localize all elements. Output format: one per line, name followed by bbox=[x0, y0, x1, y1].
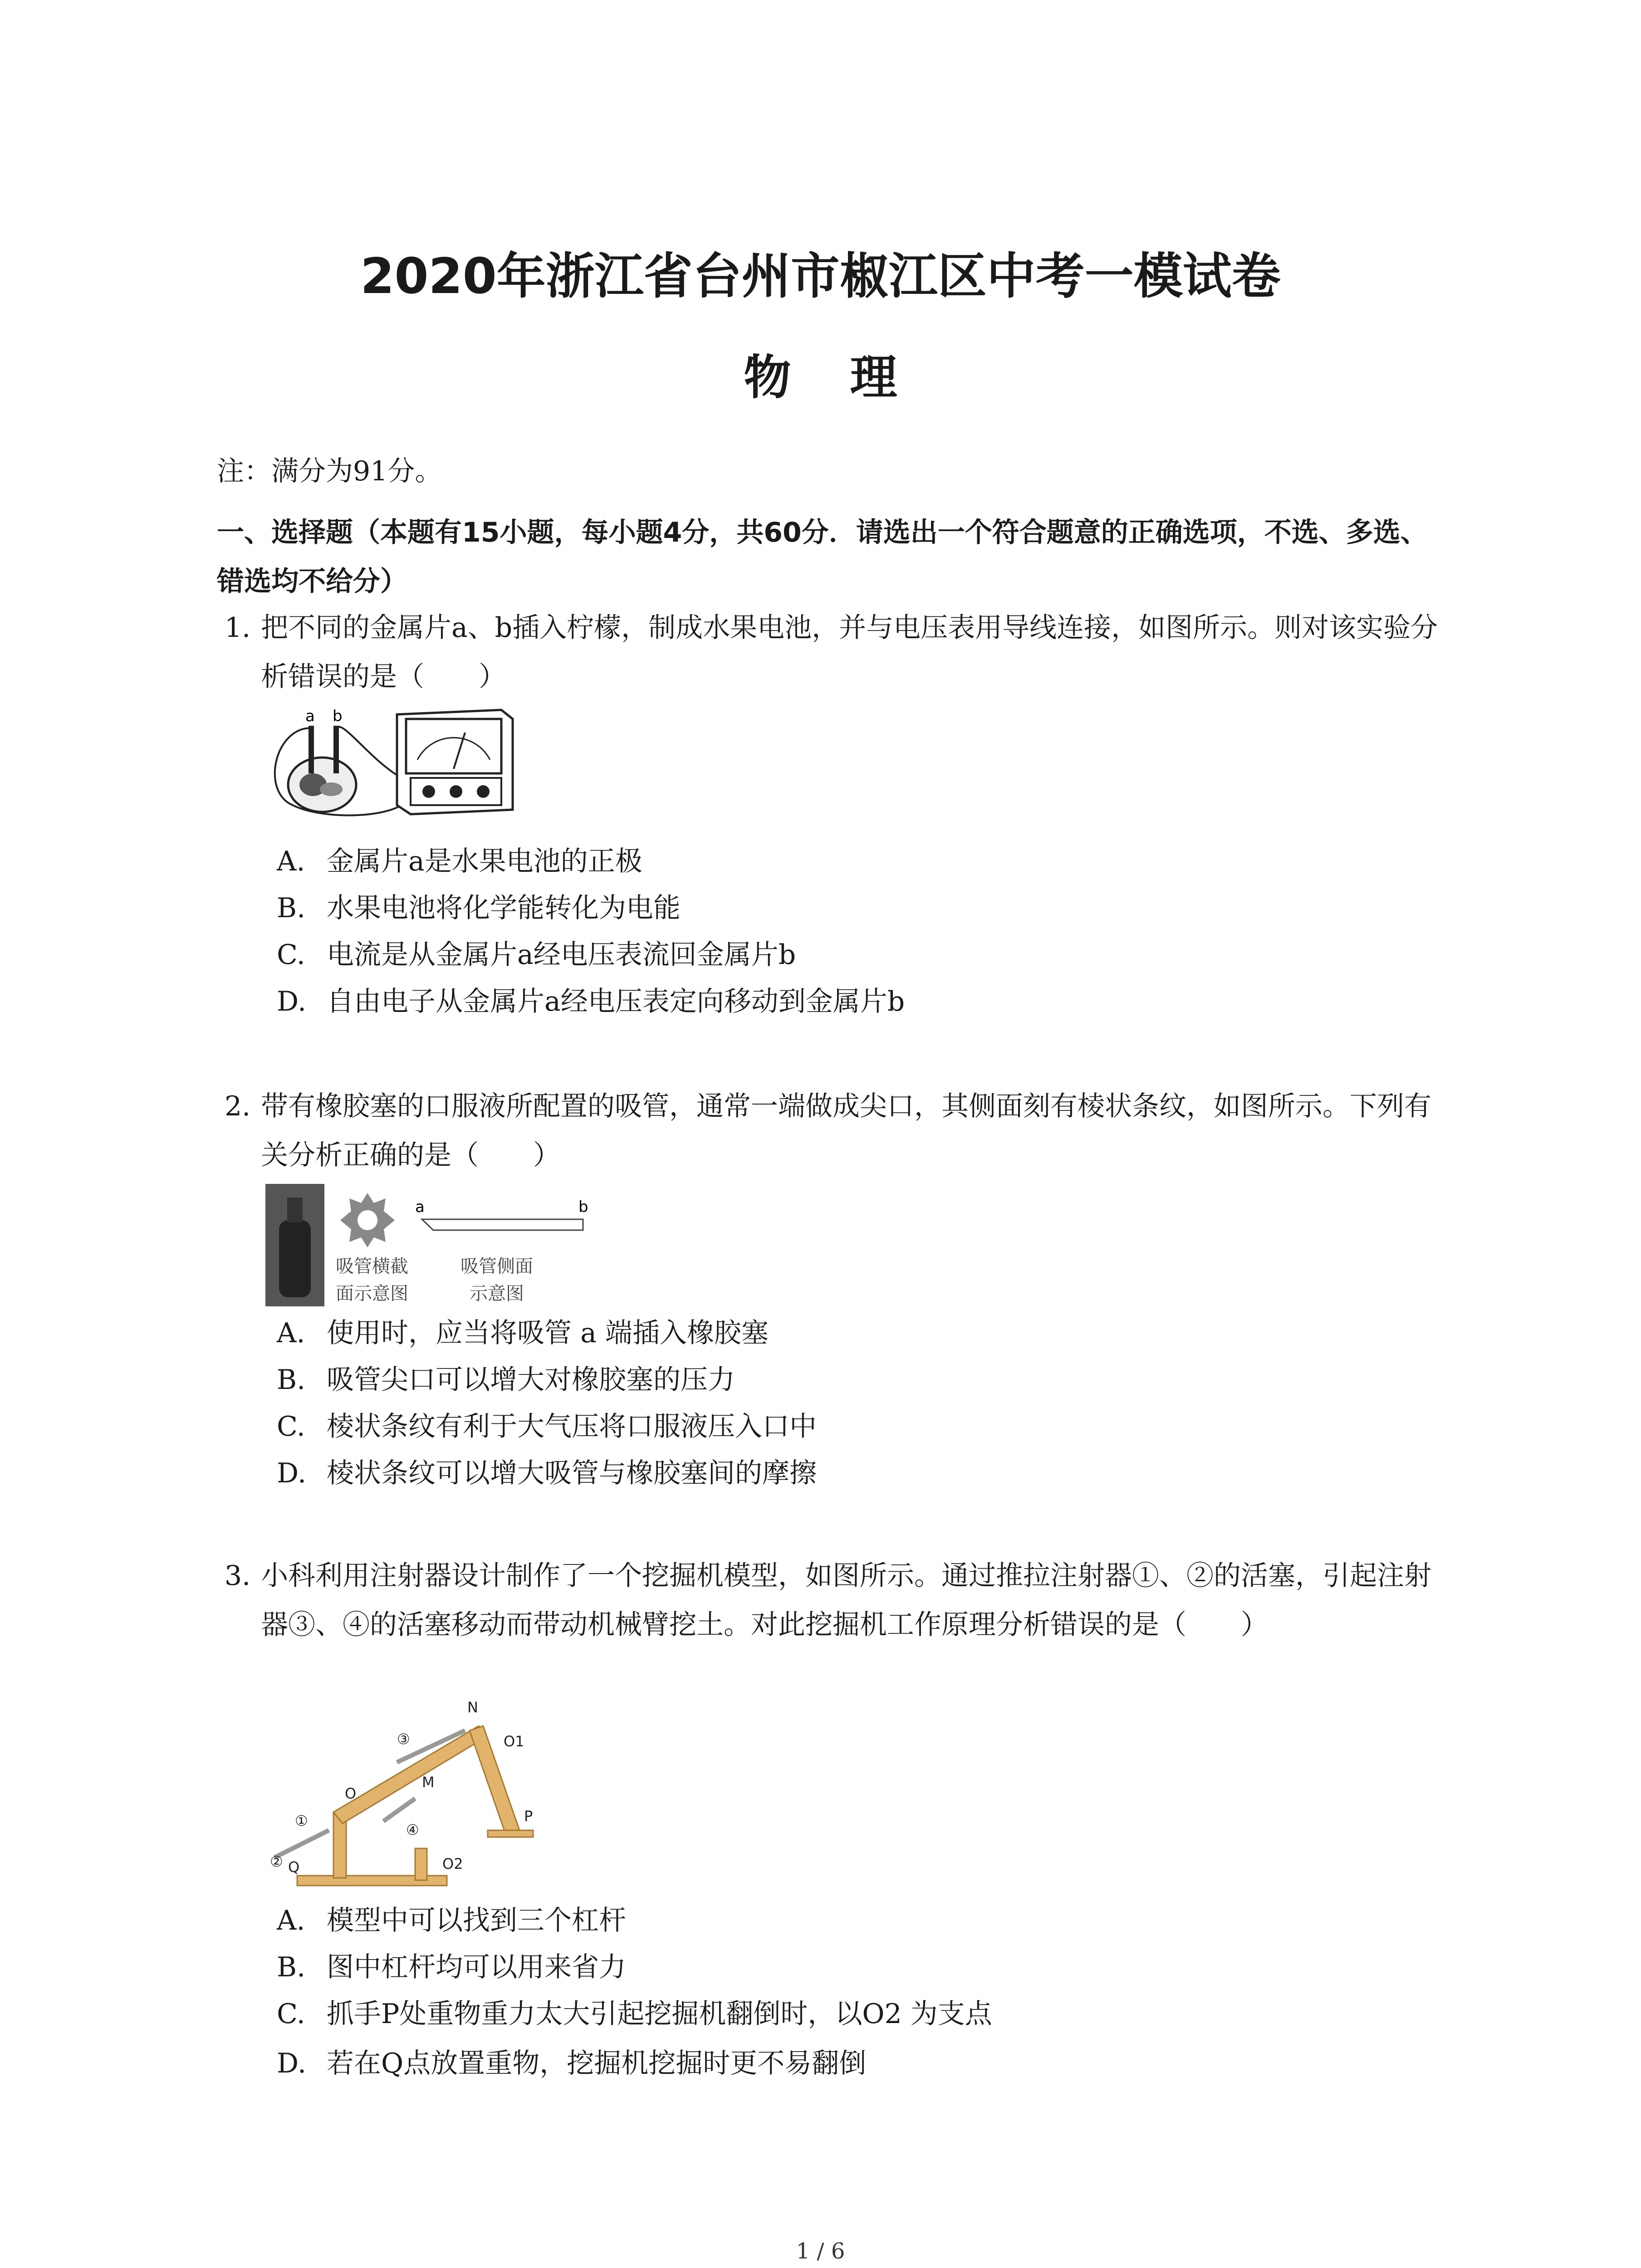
side-view-label: 吸管侧面 bbox=[460, 1256, 533, 1277]
question-2 bbox=[225, 1082, 1450, 1180]
svg-text:P: P bbox=[524, 1808, 533, 1825]
option-c[interactable]: C. 抓手P处重物重力太大引起挖掘机翻倒时，以O2 为支点 bbox=[277, 1998, 992, 2030]
option-d[interactable]: D. 自由电子从金属片a经电压表定向移动到金属片b bbox=[277, 986, 905, 1017]
question-stem: 小科利用注射器设计制作了一个挖掘机模型，如图所示。通过推拉注射器①、②的活塞，引起注射器③、④的活塞移动而带动机械臂挖土。对此挖掘机工作原理分析错误的是（ ） bbox=[261, 1560, 1431, 1641]
cross-section-label: 吸管横截 bbox=[336, 1256, 408, 1277]
cross-section-icon bbox=[340, 1193, 395, 1247]
label-b: b bbox=[333, 707, 343, 725]
option-b[interactable]: B. 图中杠杆均可以用来省力 bbox=[277, 1951, 626, 1983]
svg-text:O2: O2 bbox=[442, 1855, 463, 1872]
straw-end-b-label: b bbox=[578, 1198, 588, 1216]
question-3 bbox=[225, 1551, 1450, 1649]
option-d[interactable]: D. 棱状条纹可以增大吸管与橡胶塞间的摩擦 bbox=[277, 1457, 817, 1489]
option-a[interactable]: A. 金属片a是水果电池的正极 bbox=[277, 846, 642, 877]
excavator-frame bbox=[297, 1726, 533, 1886]
excavator-model-figure bbox=[265, 1694, 574, 1898]
side-view-label-2: 示意图 bbox=[470, 1283, 524, 1304]
subject-heading: 物理 bbox=[744, 350, 956, 405]
svg-text:③: ③ bbox=[397, 1730, 410, 1748]
lemon-battery bbox=[288, 758, 356, 812]
cross-section-label-2: 面示意图 bbox=[336, 1283, 408, 1304]
straw-side-view bbox=[422, 1219, 583, 1230]
svg-text:O1: O1 bbox=[504, 1733, 524, 1750]
option-b[interactable]: B. 吸管尖口可以增大对橡胶塞的压力 bbox=[277, 1364, 735, 1396]
question-stem: 把不同的金属片a、b插入柠檬，制成水果电池，并与电压表用导线连接，如图所示。则对该实验分析错误的是（ ） bbox=[261, 612, 1438, 693]
option-d[interactable]: D. 若在Q点放置重物，挖掘机挖掘时更不易翻倒 bbox=[277, 2048, 867, 2079]
question-stem: 带有橡胶塞的口服液所配置的吸管，通常一端做成尖口，其侧面刻有棱状条纹，如图所示。下列有关分析正确的是（ ） bbox=[261, 1090, 1431, 1171]
question-number: 1. bbox=[225, 612, 251, 644]
svg-text:④: ④ bbox=[406, 1821, 419, 1838]
svg-text:②: ② bbox=[270, 1853, 283, 1870]
option-c[interactable]: C. 棱状条纹有利于大气压将口服液压入口中 bbox=[277, 1411, 817, 1442]
option-c[interactable]: C. 电流是从金属片a经电压表流回金属片b bbox=[277, 939, 796, 971]
option-a[interactable]: A. 模型中可以找到三个杠杆 bbox=[277, 1905, 626, 1936]
straw-figure bbox=[265, 1179, 610, 1311]
score-note: 注：满分为91分。 bbox=[217, 455, 442, 487]
label-a: a bbox=[305, 707, 315, 725]
svg-text:O: O bbox=[345, 1785, 357, 1802]
page-number: 1 / 6 bbox=[796, 2239, 845, 2264]
metal-strip-a bbox=[309, 726, 314, 773]
question-number: 2. bbox=[225, 1090, 251, 1122]
fruit-battery-figure bbox=[265, 701, 519, 832]
voltmeter bbox=[397, 710, 513, 814]
question-1 bbox=[225, 603, 1450, 701]
svg-text:①: ① bbox=[295, 1812, 308, 1829]
section-heading: 一、选择题（本题有15小题，每小题4分，共60分．请选出一个符合题意的正确选项，不选、多选、错选均不给分） bbox=[217, 517, 1428, 597]
option-a[interactable]: A. 使用时，应当将吸管 a 端插入橡胶塞 bbox=[277, 1317, 769, 1349]
page-title: 2020年浙江省台州市椒江区中考一模试卷 bbox=[360, 248, 1281, 305]
svg-text:N: N bbox=[467, 1699, 478, 1716]
metal-strip-b bbox=[333, 726, 339, 773]
svg-text:M: M bbox=[422, 1774, 435, 1791]
svg-text:Q: Q bbox=[288, 1858, 300, 1876]
question-number: 3. bbox=[225, 1560, 251, 1592]
option-b[interactable]: B. 水果电池将化学能转化为电能 bbox=[277, 892, 681, 924]
straw-end-a-label: a bbox=[415, 1198, 425, 1216]
